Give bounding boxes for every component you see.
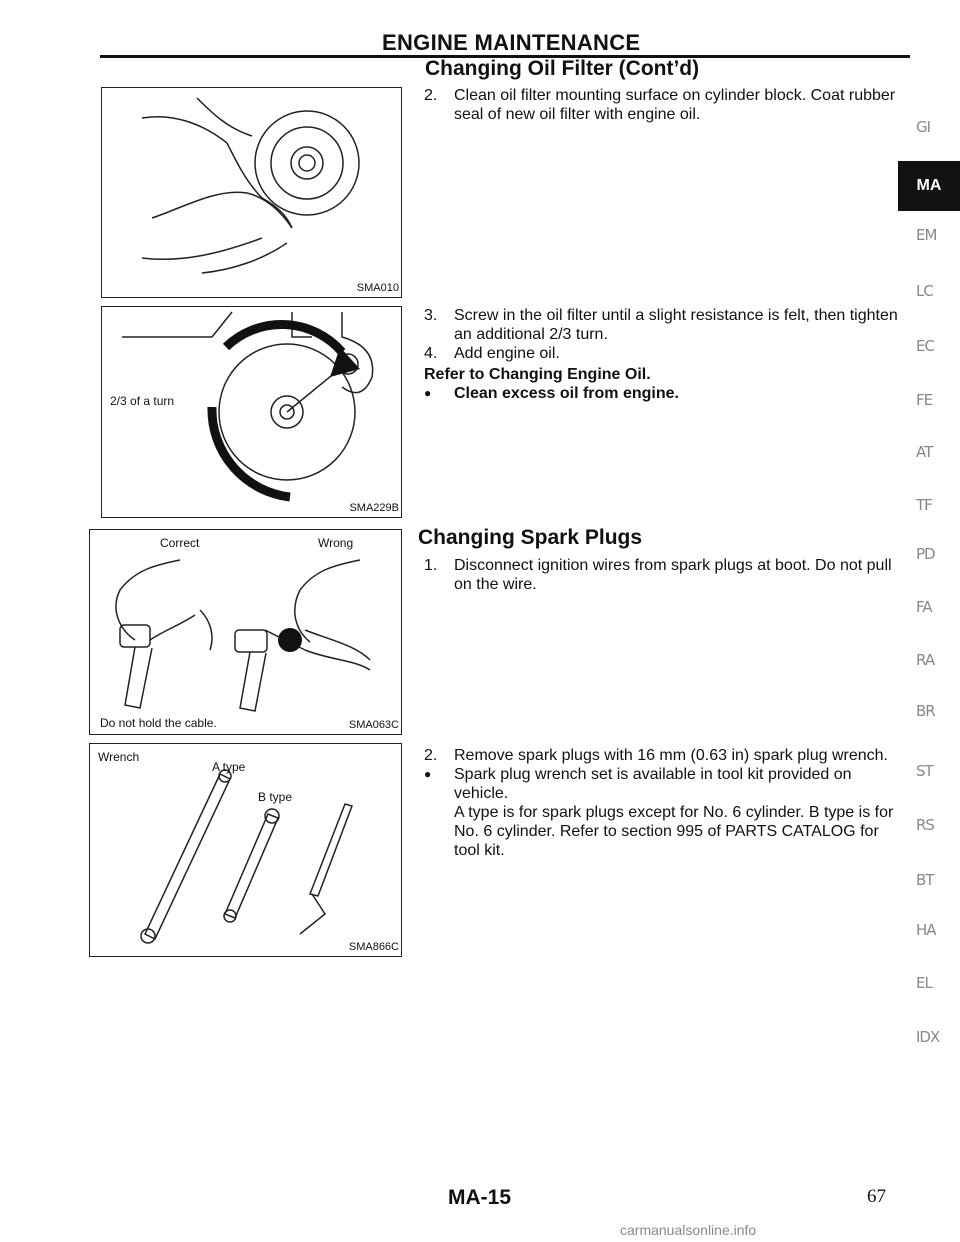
section-tab-ra[interactable]: RA: [916, 651, 935, 669]
step-text-line: Screw in the oil filter until a slight resistance is felt, then tighten: [454, 307, 898, 324]
section-tab-pd[interactable]: PD: [916, 545, 935, 563]
page-number: 67: [867, 1186, 886, 1207]
section-tab-st[interactable]: ST: [916, 762, 933, 780]
figure-oil-filter-seal: [101, 87, 402, 298]
step-text-line: Clean oil filter mounting surface on cylinder block. Coat rubber: [454, 87, 896, 104]
figure-spark-plug-wrench: [89, 743, 402, 957]
figure-code: SMA063C: [348, 719, 399, 731]
figure-code: SMA229B: [349, 502, 399, 514]
section-tab-em[interactable]: EM: [916, 226, 937, 244]
label-a-type: A type: [212, 760, 246, 774]
refer-note: Refer to Changing Engine Oil.: [424, 366, 651, 383]
note-text-line: A type is for spark plugs except for No. 6 cylinder. B type is for: [454, 804, 894, 821]
note-text-line: No. 6 cylinder. Refer to section 995 of PARTS CATALOG for: [454, 823, 879, 840]
figure-code: SMA866C: [348, 941, 399, 953]
label-wrench: Wrench: [98, 750, 140, 764]
section-tab-br[interactable]: BR: [916, 702, 935, 720]
oil-filter-step-2: [424, 86, 904, 126]
section-tab-idx[interactable]: IDX: [916, 1028, 940, 1046]
section-tab-fa[interactable]: FA: [916, 598, 932, 616]
section-tab-fe[interactable]: FE: [916, 391, 933, 409]
oil-filter-steps-3-4: [424, 306, 904, 406]
label-correct: Correct: [160, 536, 200, 550]
page-code: MA-15: [448, 1186, 512, 1209]
bullet: ●: [424, 386, 432, 400]
step-text-line: on the wire.: [454, 576, 537, 593]
bullet-text-line: vehicle.: [454, 785, 509, 802]
section-tab-gi[interactable]: GI: [916, 118, 931, 136]
section-tab-ec[interactable]: EC: [916, 337, 934, 355]
section-title-oil-filter: Changing Oil Filter (Cont’d): [425, 57, 700, 80]
section-tab-lc[interactable]: LC: [916, 282, 933, 300]
section-tab-tf[interactable]: TF: [916, 496, 932, 514]
section-title-spark-plugs: Changing Spark Plugs: [418, 526, 643, 549]
bullet: ●: [424, 767, 432, 781]
step-number: 1.: [424, 557, 438, 574]
page-header-title: ENGINE MAINTENANCE: [382, 30, 641, 55]
section-tab-at[interactable]: AT: [916, 443, 933, 461]
figure-two-thirds-turn: [101, 306, 402, 518]
label-b-type: B type: [258, 790, 293, 804]
step-number: 4.: [424, 345, 438, 362]
label-wrong: Wrong: [318, 536, 354, 550]
figure-caption: Do not hold the cable.: [100, 716, 217, 730]
figure-label: 2/3 of a turn: [110, 394, 175, 408]
note-text-line: tool kit.: [454, 842, 505, 859]
section-tab-ma-active[interactable]: MA: [898, 161, 960, 211]
bullet-text: Clean excess oil from engine.: [454, 385, 679, 402]
bullet-text-line: Spark plug wrench set is available in tool kit provided on: [454, 766, 852, 783]
step-text-line: an additional 2/3 turn.: [454, 326, 608, 343]
step-number: 3.: [424, 307, 438, 324]
figure-correct-wrong: [89, 529, 402, 735]
filter-turn-illustration: [102, 307, 400, 516]
section-tab-rs[interactable]: RS: [916, 816, 934, 834]
watermark: carmanualsonline.info: [620, 1222, 757, 1238]
spark-plug-step-1: [424, 556, 904, 596]
spark-plug-boot-illustration: [90, 530, 400, 733]
step-number: 2.: [424, 747, 438, 764]
spark-plug-step-2: [424, 746, 904, 866]
step-text-line: Disconnect ignition wires from spark plugs at boot. Do not pull: [454, 557, 892, 574]
wrench-illustration: [90, 744, 400, 955]
step-text-line: Add engine oil.: [454, 345, 560, 362]
step-text-line: seal of new oil filter with engine oil.: [454, 106, 701, 123]
step-number: 2.: [424, 87, 438, 104]
figure-code: SMA010: [356, 282, 399, 294]
section-tab-ha[interactable]: HA: [916, 921, 936, 939]
section-tab-bt[interactable]: BT: [916, 871, 934, 889]
step-text-line: Remove spark plugs with 16 mm (0.63 in) spark plug wrench.: [454, 747, 888, 764]
oil-filter-seal-illustration: [102, 88, 400, 296]
section-tab-el[interactable]: EL: [916, 974, 932, 992]
